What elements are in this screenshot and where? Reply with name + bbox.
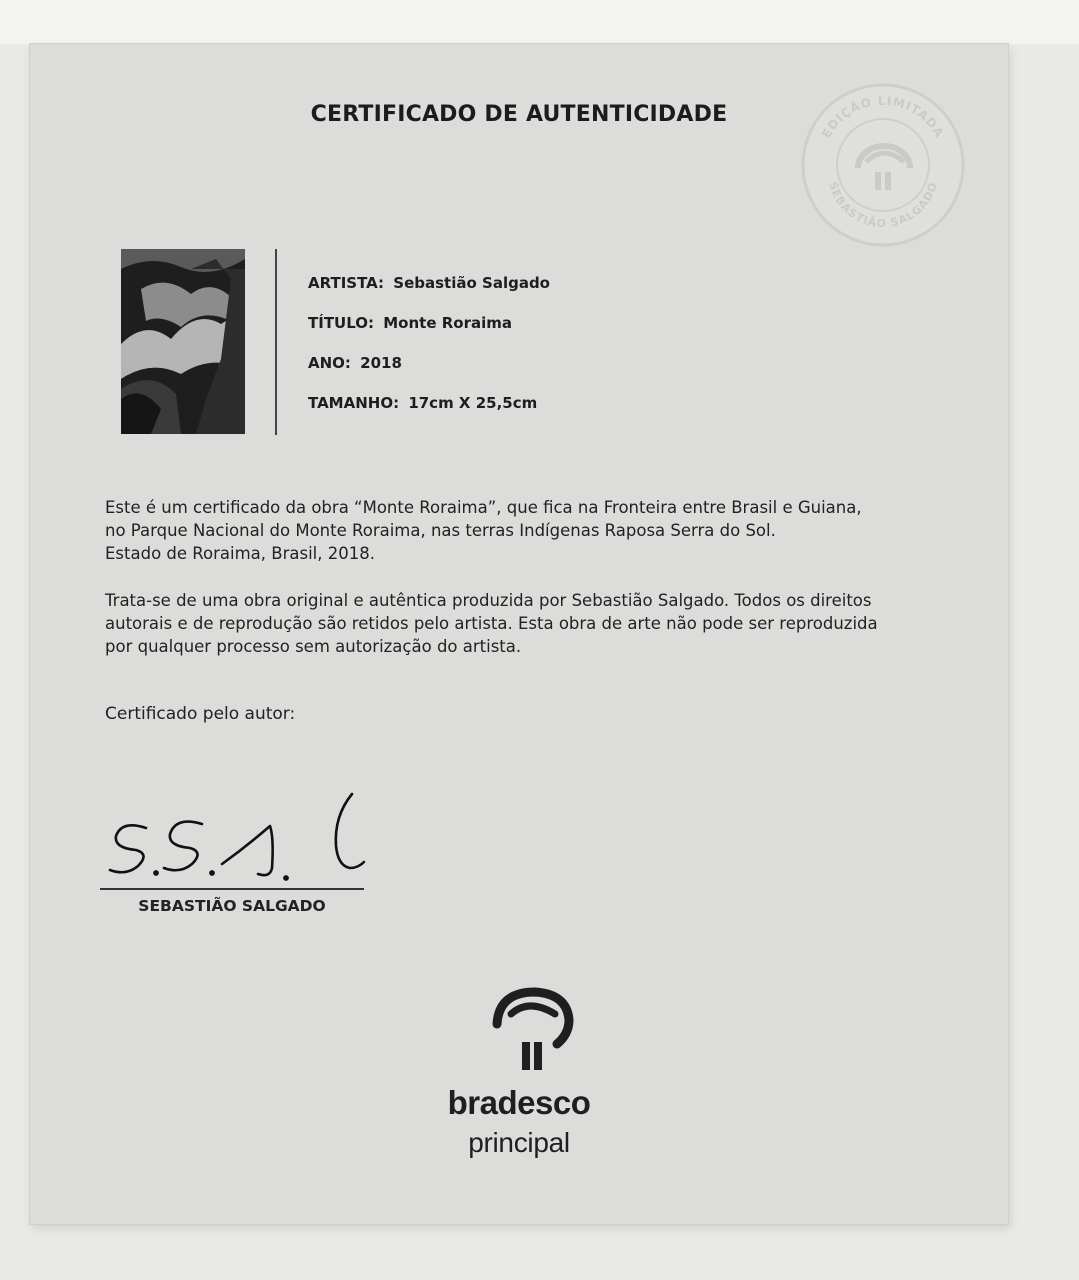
detail-label: TAMANHO:	[308, 394, 400, 412]
detail-year	[308, 352, 550, 392]
bradesco-logo-icon	[485, 984, 577, 1076]
vertical-divider	[275, 249, 277, 435]
detail-title	[308, 312, 550, 352]
brand-name: bradesco	[447, 1084, 591, 1121]
brand-subtitle: principal	[468, 1127, 570, 1158]
text-line: Este é um certificado da obra “Monte Roraima”, que fica na Fronteira entre Brasil e Guiana,	[105, 498, 862, 517]
detail-value: Monte Roraima	[383, 314, 512, 332]
detail-value: Sebastião Salgado	[393, 274, 550, 292]
seal-top-text: EDIÇÃO LIMITADA	[819, 93, 947, 141]
text-line: Trata-se de uma obra original e autêntica produzida por Sebastião Salgado. Todos os direitos	[105, 591, 872, 610]
detail-value: 2018	[360, 354, 402, 372]
signature-name: SEBASTIÃO SALGADO	[138, 897, 326, 915]
artwork-thumbnail	[121, 249, 245, 434]
certificate-sheet	[30, 44, 1008, 1224]
signature-line	[100, 888, 364, 890]
description-paragraph	[105, 496, 985, 565]
detail-artist	[308, 272, 550, 312]
text-line: por qualquer processo sem autorização do artista.	[105, 637, 522, 656]
detail-label: TÍTULO:	[308, 314, 374, 332]
certified-by-label: Certificado pelo autor:	[105, 704, 296, 724]
artwork-details	[308, 272, 550, 432]
detail-value: 17cm X 25,5cm	[408, 394, 538, 412]
rights-paragraph	[105, 589, 985, 658]
detail-label: ANO:	[308, 354, 351, 372]
text-line: no Parque Nacional do Monte Roraima, nas terras Indígenas Raposa Serra do Sol.	[105, 521, 776, 540]
text-line: autorais e de reprodução são retidos pelo artista. Esta obra de arte não pode ser reproduzida	[105, 614, 878, 633]
text-line: Estado de Roraima, Brasil, 2018.	[105, 544, 375, 563]
detail-size	[308, 392, 550, 432]
certificate-title: CERTIFICADO DE AUTENTICIDADE	[310, 102, 728, 127]
frame-background	[0, 0, 1079, 44]
handwritten-signature	[102, 786, 382, 896]
embossed-seal-icon	[800, 82, 966, 248]
seal-bottom-text: SEBASTIÃO SALGADO	[826, 180, 940, 231]
detail-label: ARTISTA:	[308, 274, 385, 292]
